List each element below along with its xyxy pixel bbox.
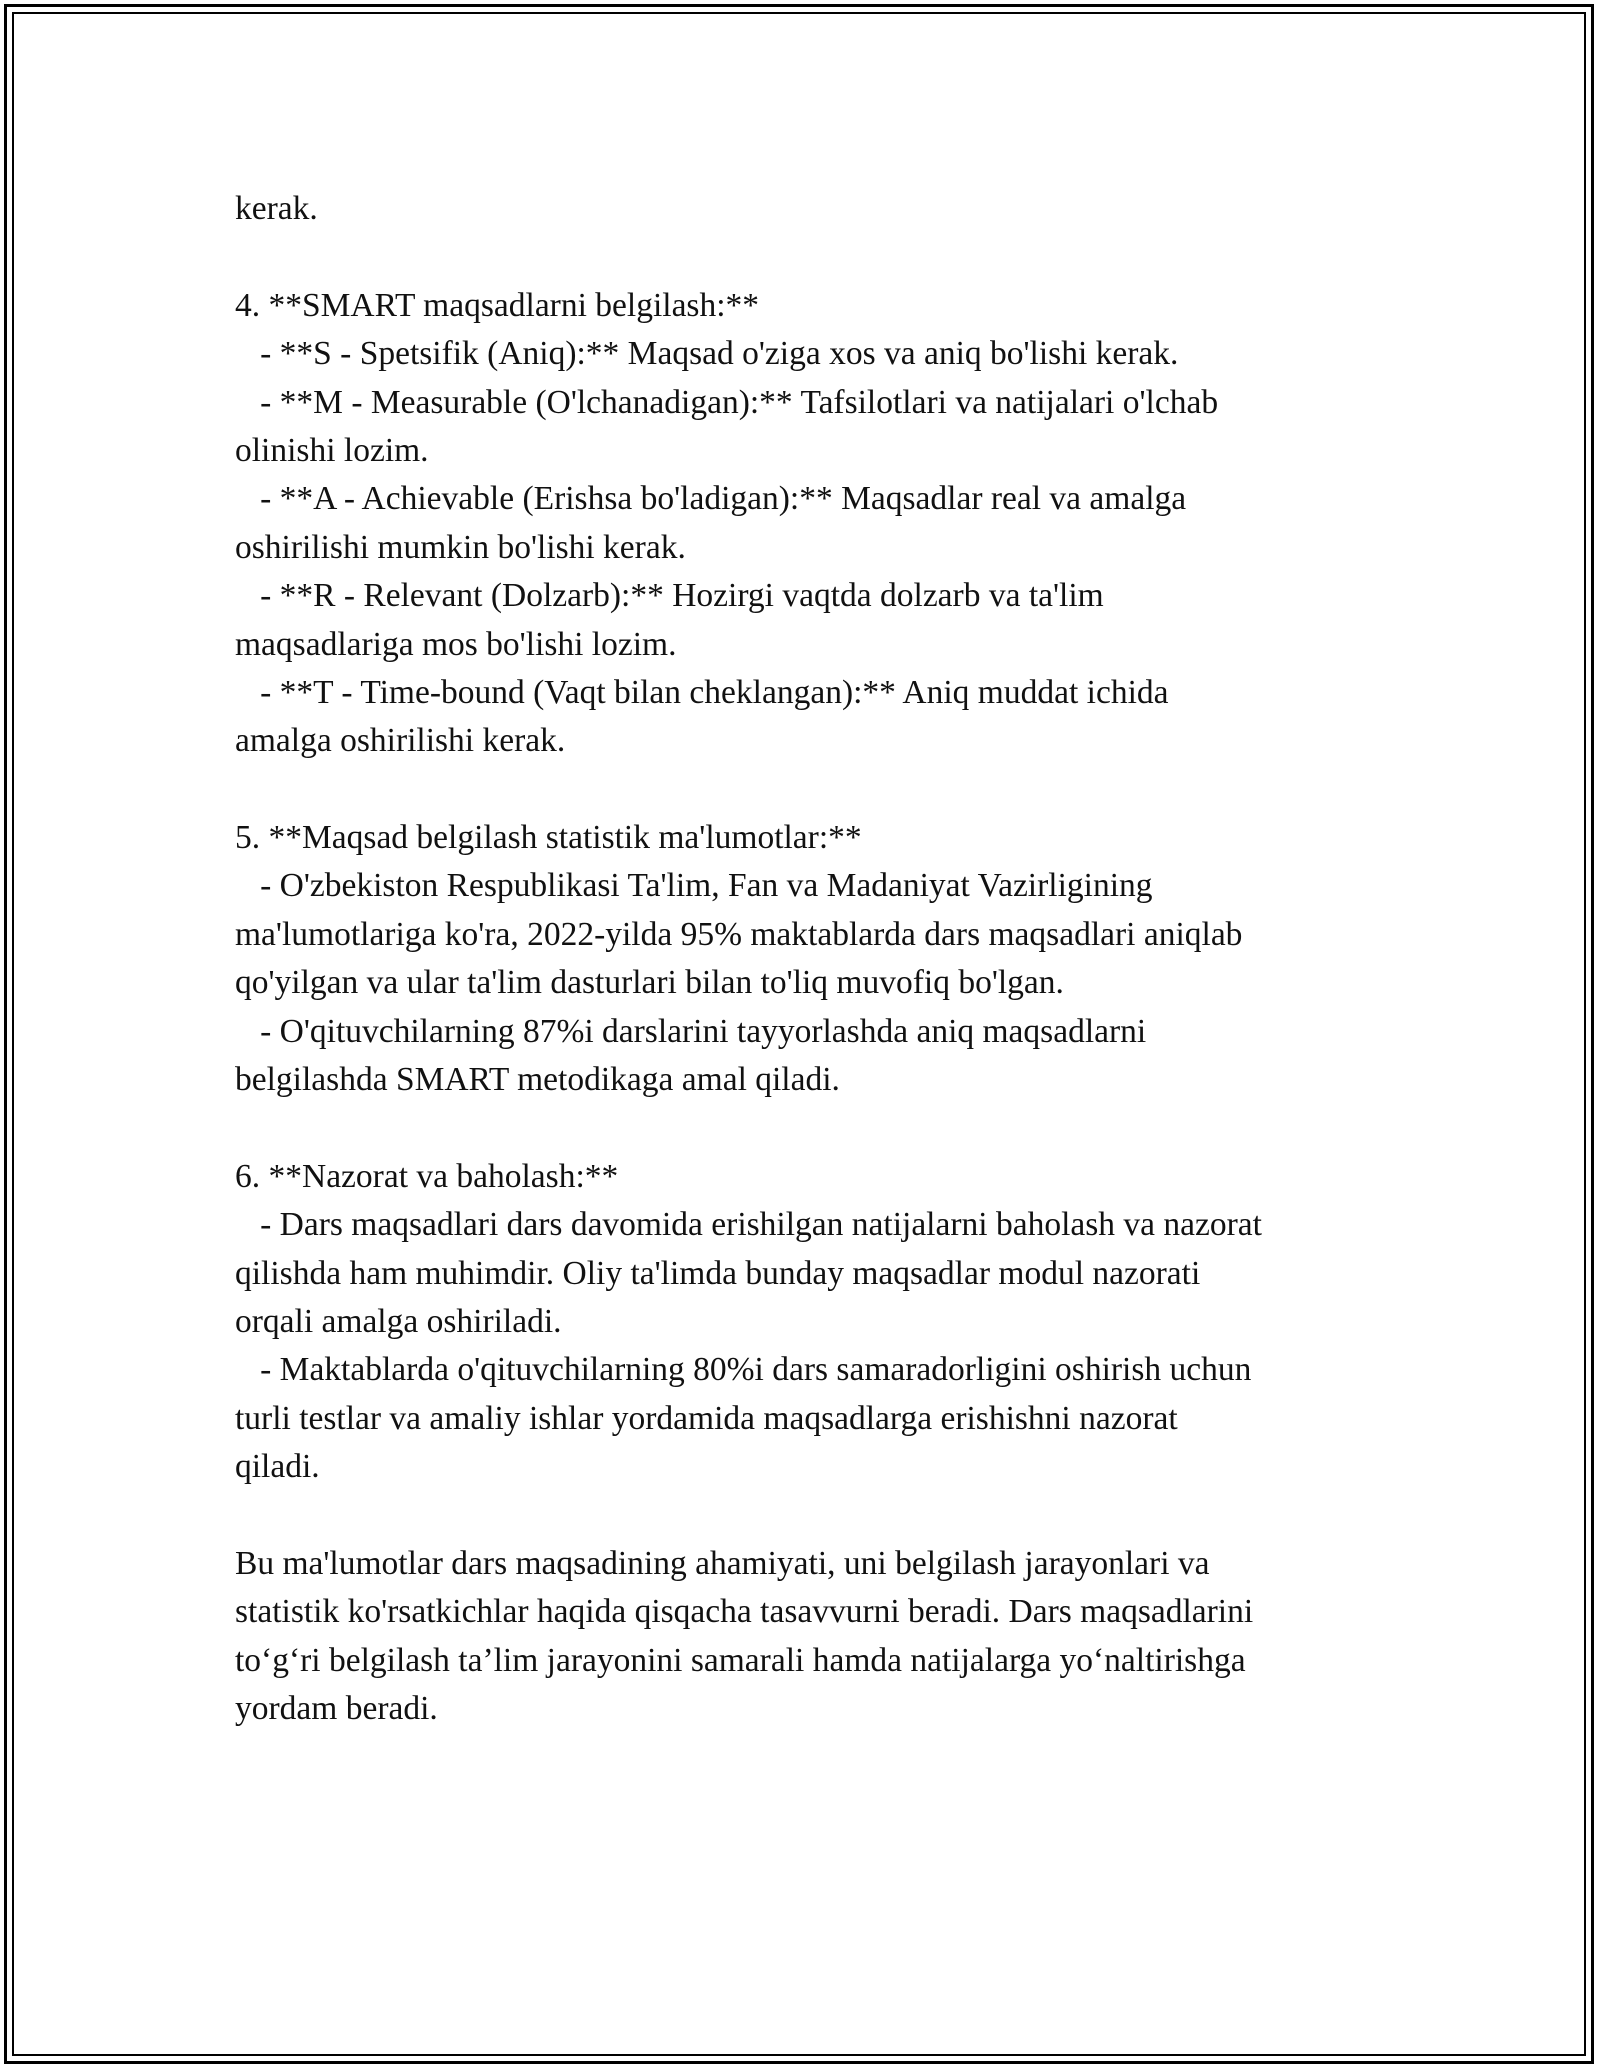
text-line: turli testlar va amaliy ishlar yordamida maqsadlarga erishishni nazorat xyxy=(235,1399,1178,1437)
blank-line xyxy=(235,766,1365,814)
text-line: amalga oshirilishi kerak. xyxy=(235,722,566,760)
text-line: statistik ko'rsatkichlar haqida qisqacha tasavvurni beradi. Dars maqsadlarini xyxy=(235,1593,1254,1631)
document-body xyxy=(235,185,1365,1734)
list-item-relevant: - **R - Relevant (Dolzarb):** Hozirgi vaqtda dolzarb va ta'lim xyxy=(235,577,1104,615)
text-line: qilishda ham muhimdir. Oliy ta'limda bunday maqsadlar modul nazorati xyxy=(235,1254,1201,1292)
blank-line xyxy=(235,233,1365,281)
blank-line xyxy=(235,1492,1365,1540)
list-item-specific: - **S - Spetsifik (Aniq):** Maqsad o'ziga xos va aniq bo'lishi kerak. xyxy=(235,335,1179,373)
list-item-time-bound: - **T - Time-bound (Vaqt bilan cheklangan):** Aniq muddat ichida xyxy=(235,673,1169,711)
section-heading-control: 6. **Nazorat va baholash:** xyxy=(235,1157,619,1195)
text-line: olinishi lozim. xyxy=(235,431,429,469)
text-line: qo'yilgan va ular ta'lim dasturlari bilan to'liq muvofiq bo'lgan. xyxy=(235,964,1064,1002)
list-item-achievable: - **A - Achievable (Erishsa bo'ladigan):** Maqsadlar real va amalga xyxy=(235,480,1187,518)
text-line: oshirilishi mumkin bo'lishi kerak. xyxy=(235,528,686,566)
list-item-schools-tests: - Maktablarda o'qituvchilarning 80%i dars samaradorligini oshirish uchun xyxy=(235,1351,1252,1389)
text-line: orqali amalga oshiriladi. xyxy=(235,1302,562,1340)
text-line: ma'lumotlariga ko'ra, 2022-yilda 95% maktablarda dars maqsadlari aniqlab xyxy=(235,915,1243,953)
section-heading-statistics: 5. **Maqsad belgilash statistik ma'lumotlar:** xyxy=(235,819,862,857)
text-line: belgilashda SMART metodikaga amal qiladi. xyxy=(235,1061,840,1099)
text-line: qiladi. xyxy=(235,1448,320,1486)
section-heading-smart: 4. **SMART maqsadlarni belgilash:** xyxy=(235,286,760,324)
text-line: yordam beradi. xyxy=(235,1690,438,1728)
blank-line xyxy=(235,1104,1365,1152)
list-item-assessment: - Dars maqsadlari dars davomida erishilgan natijalarni baholash va nazorat xyxy=(235,1206,1262,1244)
text-line: kerak. xyxy=(235,190,318,227)
text-line: to‘g‘ri belgilash ta’lim jarayonini samarali hamda natijalarga yo‘naltirishga xyxy=(235,1641,1246,1679)
conclusion-paragraph: Bu ma'lumotlar dars maqsadining ahamiyati, uni belgilash jarayonlari va xyxy=(235,1544,1210,1582)
list-item-measurable: - **M - Measurable (O'lchanadigan):** Tafsilotlari va natijalari o'lchab xyxy=(235,383,1219,421)
text-line: maqsadlariga mos bo'lishi lozim. xyxy=(235,625,677,663)
list-item-ministry-data: - O'zbekiston Respublikasi Ta'lim, Fan va Madaniyat Vazirligining xyxy=(235,867,1153,905)
list-item-teachers-smart: - O'qituvchilarning 87%i darslarini tayyorlashda aniq maqsadlarni xyxy=(235,1012,1147,1050)
